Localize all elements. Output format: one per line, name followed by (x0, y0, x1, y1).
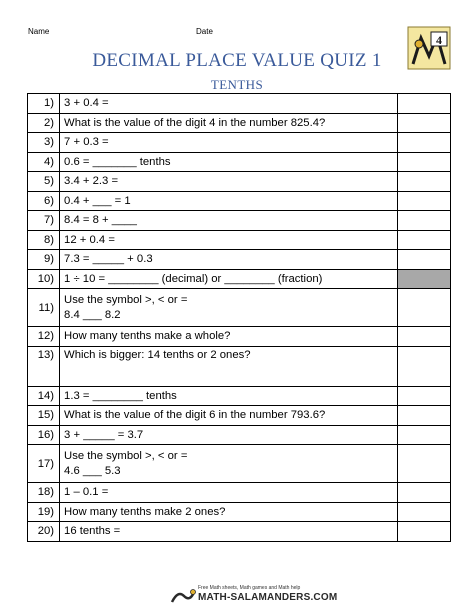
question-number: 12) (28, 327, 60, 347)
answer-cell[interactable] (398, 406, 451, 426)
answer-cell[interactable] (398, 502, 451, 522)
footer (170, 585, 340, 607)
question-line: 7.3 = _____ + 0.3 (64, 253, 153, 266)
question-line: 3.4 + 2.3 = (64, 175, 119, 188)
question-line: 7 + 0.3 = (64, 136, 109, 149)
question-line: 1.3 = ________ tenths (64, 389, 177, 402)
answer-cell[interactable] (398, 445, 451, 483)
answer-cell[interactable] (398, 172, 451, 192)
question-text (60, 386, 398, 406)
question-text (60, 502, 398, 522)
question-text (60, 230, 398, 250)
question-line: 0.4 + ___ = 1 (64, 194, 131, 207)
answer-cell[interactable] (398, 94, 451, 114)
question-text (60, 289, 398, 327)
answer-cell[interactable] (398, 230, 451, 250)
question-text (60, 483, 398, 503)
question-line: 12 + 0.4 = (64, 233, 115, 246)
question-text (60, 133, 398, 153)
question-line-2: 8.4 ___ 8.2 (64, 309, 121, 321)
question-number: 10) (28, 269, 60, 289)
quiz-row (28, 211, 451, 231)
question-text (60, 425, 398, 445)
question-line: What is the value of the digit 4 in the number 825.4? (64, 116, 326, 129)
logo-grade-text: 4 (436, 33, 442, 47)
question-number: 15) (28, 406, 60, 426)
date-label: Date (196, 27, 213, 36)
quiz-row (28, 250, 451, 270)
question-number: 8) (28, 230, 60, 250)
footer-tagline: Free Math sheets, Math games and Math help (198, 585, 301, 591)
question-text (60, 191, 398, 211)
question-text (60, 327, 398, 347)
answer-cell[interactable] (398, 269, 451, 289)
answer-cell[interactable] (398, 191, 451, 211)
salamander-logo-icon (170, 586, 196, 606)
math-salamander-grade-4-icon (407, 26, 451, 70)
question-number: 2) (28, 113, 60, 133)
question-line: Use the symbol >, < or = (64, 294, 188, 306)
question-number: 18) (28, 483, 60, 503)
answer-cell[interactable] (398, 113, 451, 133)
question-number: 1) (28, 94, 60, 114)
quiz-title: DECIMAL PLACE VALUE QUIZ 1 (92, 50, 382, 71)
quiz-row (28, 172, 451, 192)
question-number: 11) (28, 289, 60, 327)
question-number: 4) (28, 152, 60, 172)
question-number: 16) (28, 425, 60, 445)
question-text (60, 250, 398, 270)
question-number: 5) (28, 172, 60, 192)
quiz-row (28, 152, 451, 172)
question-line: 3 + _____ = 3.7 (64, 428, 144, 441)
question-text (60, 445, 398, 483)
question-number: 14) (28, 386, 60, 406)
question-line: 1 – 0.1 = (64, 486, 109, 499)
question-number: 9) (28, 250, 60, 270)
answer-cell[interactable] (398, 425, 451, 445)
question-line: 8.4 = 8 + ____ (64, 214, 137, 227)
question-text (60, 406, 398, 426)
quiz-row (28, 94, 451, 114)
answer-cell[interactable] (398, 386, 451, 406)
question-text (60, 269, 398, 289)
answer-cell[interactable] (398, 327, 451, 347)
quiz-subtitle: TENTHS (210, 77, 264, 92)
question-text (60, 522, 398, 542)
question-line: 1 ÷ 10 = ________ (decimal) or ________ (fraction) (64, 272, 323, 285)
question-number: 20) (28, 522, 60, 542)
quiz-row (28, 502, 451, 522)
question-text (60, 346, 398, 386)
quiz-row (28, 386, 451, 406)
question-line: 16 tenths = (64, 525, 121, 538)
answer-cell[interactable] (398, 250, 451, 270)
answer-cell[interactable] (398, 152, 451, 172)
question-number: 7) (28, 211, 60, 231)
question-text (60, 172, 398, 192)
question-text (60, 152, 398, 172)
quiz-row (28, 346, 451, 386)
quiz-row (28, 522, 451, 542)
answer-cell[interactable] (398, 211, 451, 231)
question-line: Use the symbol >, < or = (64, 450, 188, 462)
quiz-row (28, 483, 451, 503)
quiz-row (28, 425, 451, 445)
question-number: 19) (28, 502, 60, 522)
question-line: How many tenths make 2 ones? (64, 505, 226, 518)
answer-cell[interactable] (398, 483, 451, 503)
quiz-row (28, 406, 451, 426)
quiz-row (28, 289, 451, 327)
answer-cell[interactable] (398, 289, 451, 327)
quiz-row (28, 445, 451, 483)
quiz-row (28, 327, 451, 347)
question-number: 6) (28, 191, 60, 211)
quiz-row (28, 113, 451, 133)
question-text (60, 211, 398, 231)
question-line: 0.6 = _______ tenths (64, 155, 171, 168)
question-line: How many tenths make a whole? (64, 330, 231, 343)
question-text (60, 94, 398, 114)
question-line: What is the value of the digit 6 in the number 793.6? (64, 409, 326, 422)
quiz-row (28, 269, 451, 289)
quiz-row (28, 230, 451, 250)
question-text (60, 113, 398, 133)
footer-site: MATH-SALAMANDERS.COM (198, 592, 338, 603)
question-line: 3 + 0.4 = (64, 97, 109, 110)
quiz-table (27, 93, 451, 542)
answer-cell[interactable] (398, 133, 451, 153)
question-line-2: 4.6 ___ 5.3 (64, 465, 121, 477)
answer-cell[interactable] (398, 346, 451, 386)
name-label: Name (28, 27, 50, 36)
answer-cell[interactable] (398, 522, 451, 542)
question-number: 3) (28, 133, 60, 153)
quiz-row (28, 191, 451, 211)
question-number: 17) (28, 445, 60, 483)
question-line: Which is bigger: 14 tenths or 2 ones? (64, 348, 251, 361)
question-number: 13) (28, 346, 60, 386)
quiz-row (28, 133, 451, 153)
